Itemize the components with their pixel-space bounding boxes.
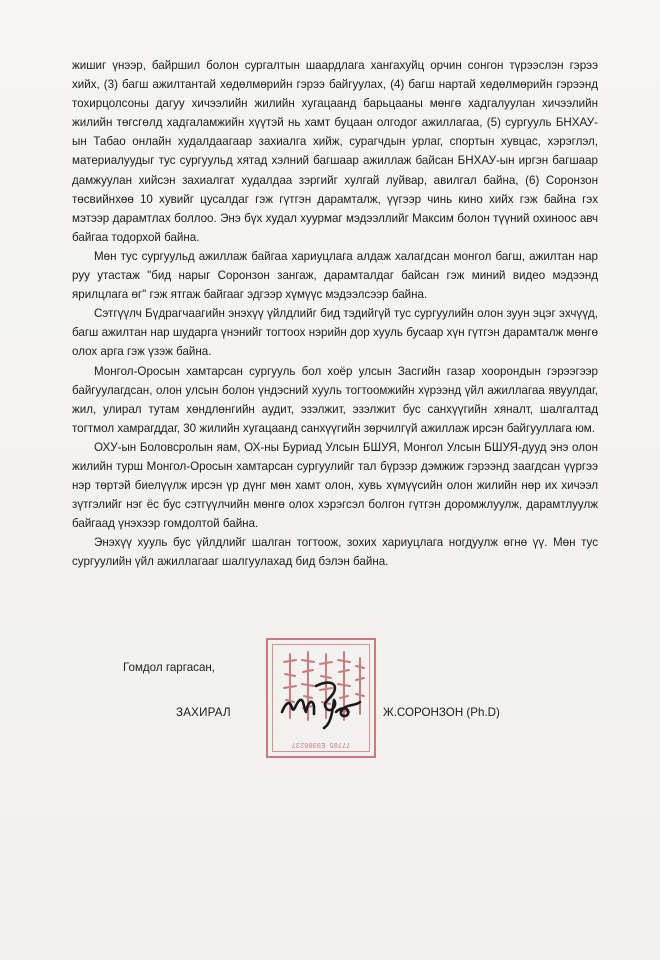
complaint-label: Гомдол гаргасан, <box>123 661 216 674</box>
paragraph-5: ОХУ-ын Боловсролын яам, ОХ-ны Буриад Улсын БШУЯ, Монгол Улсын БШУЯ-дууд энэ олон жилийн турш Монгол-Оросын хамтарсан сургуулийг тал бүрээр дэмжиж гэрээнд заагдсан үүргээ нэр төртэй биелүүлж ирсэн үр дүнг мөн хамт олон, хувь хүмүүсийн олон жилийн нөр их хичээл зүтгэлийг нэг ёс бус сэтгүүлчийн мөнгө олох хэрэгсэл болгон гүтгэн доромжлуулж, дарамтлуулж байгаад үнэхээр гомдолтой байна. <box>72 440 598 531</box>
handwritten-signature-icon <box>276 672 366 732</box>
stamp-number: 77705 E9306237 <box>291 740 351 748</box>
paragraph-4: Монгол-Оросын хамтарсан сургууль бол хоёр улсын Засгийн газар хоорондын гэрээгээр байгуулагдсан, олон улсын болон үндэсний хууль тогтоомжийн хүрээнд үйл ажиллагаа явуулдаг, жил, улирал тутам хөндлөнгийн аудит, эзэлжит, эзэлжит бус санхүүгийн хяналт, шалгалтад тогтмол хамрагддаг, 30 жилийн хугацаанд санхүүгийн зөрчилгүй ажиллаж ирсэн байгууллага юм. <box>72 364 598 435</box>
paragraph-6: Энэхүү хууль бус үйлдлийг шалган тогтоож, зохих хариуцлага ногдуулж өгнө үү. Мөн тус сургуулийн үйл ажиллагааг шалгуулахад бид бэлэн байна. <box>72 536 598 569</box>
signatory-title: ЗАХИРАЛ <box>176 706 231 719</box>
paragraph-1: жишиг үнээр, байршил болон сургалтын шаардлага хангахуйц орчин сонгон түрээслэн гэрээ хийх, (3) багш ажилтантай хөдөлмөрийн гэрээ байгуулах, (4) багш нартай хөдөлмөрийн гэрээнд тохирцолсоны дагуу хичээлийн жилийн хугацаанд барьцааны мөнгө хадгалуулан хичээлийн жилийн төгсгөлд хадгаламжийн хүүтэй нь хамт буцаан олгодог ажиллагаа, (5) сургууль БНХАУ-ын Табао онлайн худалдаагаар захиалга хийж, сурагчдын урлаг, спортын хувцас, хэрэглэл, материалуудыг тус сургуульд хятад хэлний багшаар ажиллаж байсан БНХАУ-ын иргэн багшаар дамжуулан хийсэн захиалгат худалдаа зэргийг хулгай луйвар, авилгал байна, (6) Соронзон төсвийнхөө 10 хувийг цусалдаг гэж гүтгэн дарамталж, үүгээр чинь кино хийх гэж байна гэх мэтээр дарамтлах боллоо. Энэ бүх худал хуурмаг мэдээллийг Максим болон түүний охиноос авч байгаа тодорхой байна. <box>72 59 598 244</box>
paragraph-3: Сэтгүүлч Бүдрагчаагийн энэхүү үйлдлийг бид тэдийгүй тус сургуулийн олон зуун эцэг эхчүүд, багш ажилтан нар шударга үнэнийг тогтоох нэрийн дор хууль бусаар хүн гүтгэн дарамталж мөнгө олох арга гэж үзэж байна. <box>72 307 598 359</box>
letter-body <box>72 56 598 572</box>
paragraph-2: Мөн тус сургуульд ажиллаж байгаа хариуцлага алдаж халагдсан монгол багш, ажилтан нар руу утастаж "бид нарыг Соронзон зангаж, дарамталдаг байсан гэж миний видео мэдээнд ярилцлага өг" гэж ятгаж байгааг эдгээр хүмүүс мэдээлсээр байна. <box>72 249 598 302</box>
signatory-name: Ж.СОРОНЗОН (Ph.D) <box>383 706 500 719</box>
